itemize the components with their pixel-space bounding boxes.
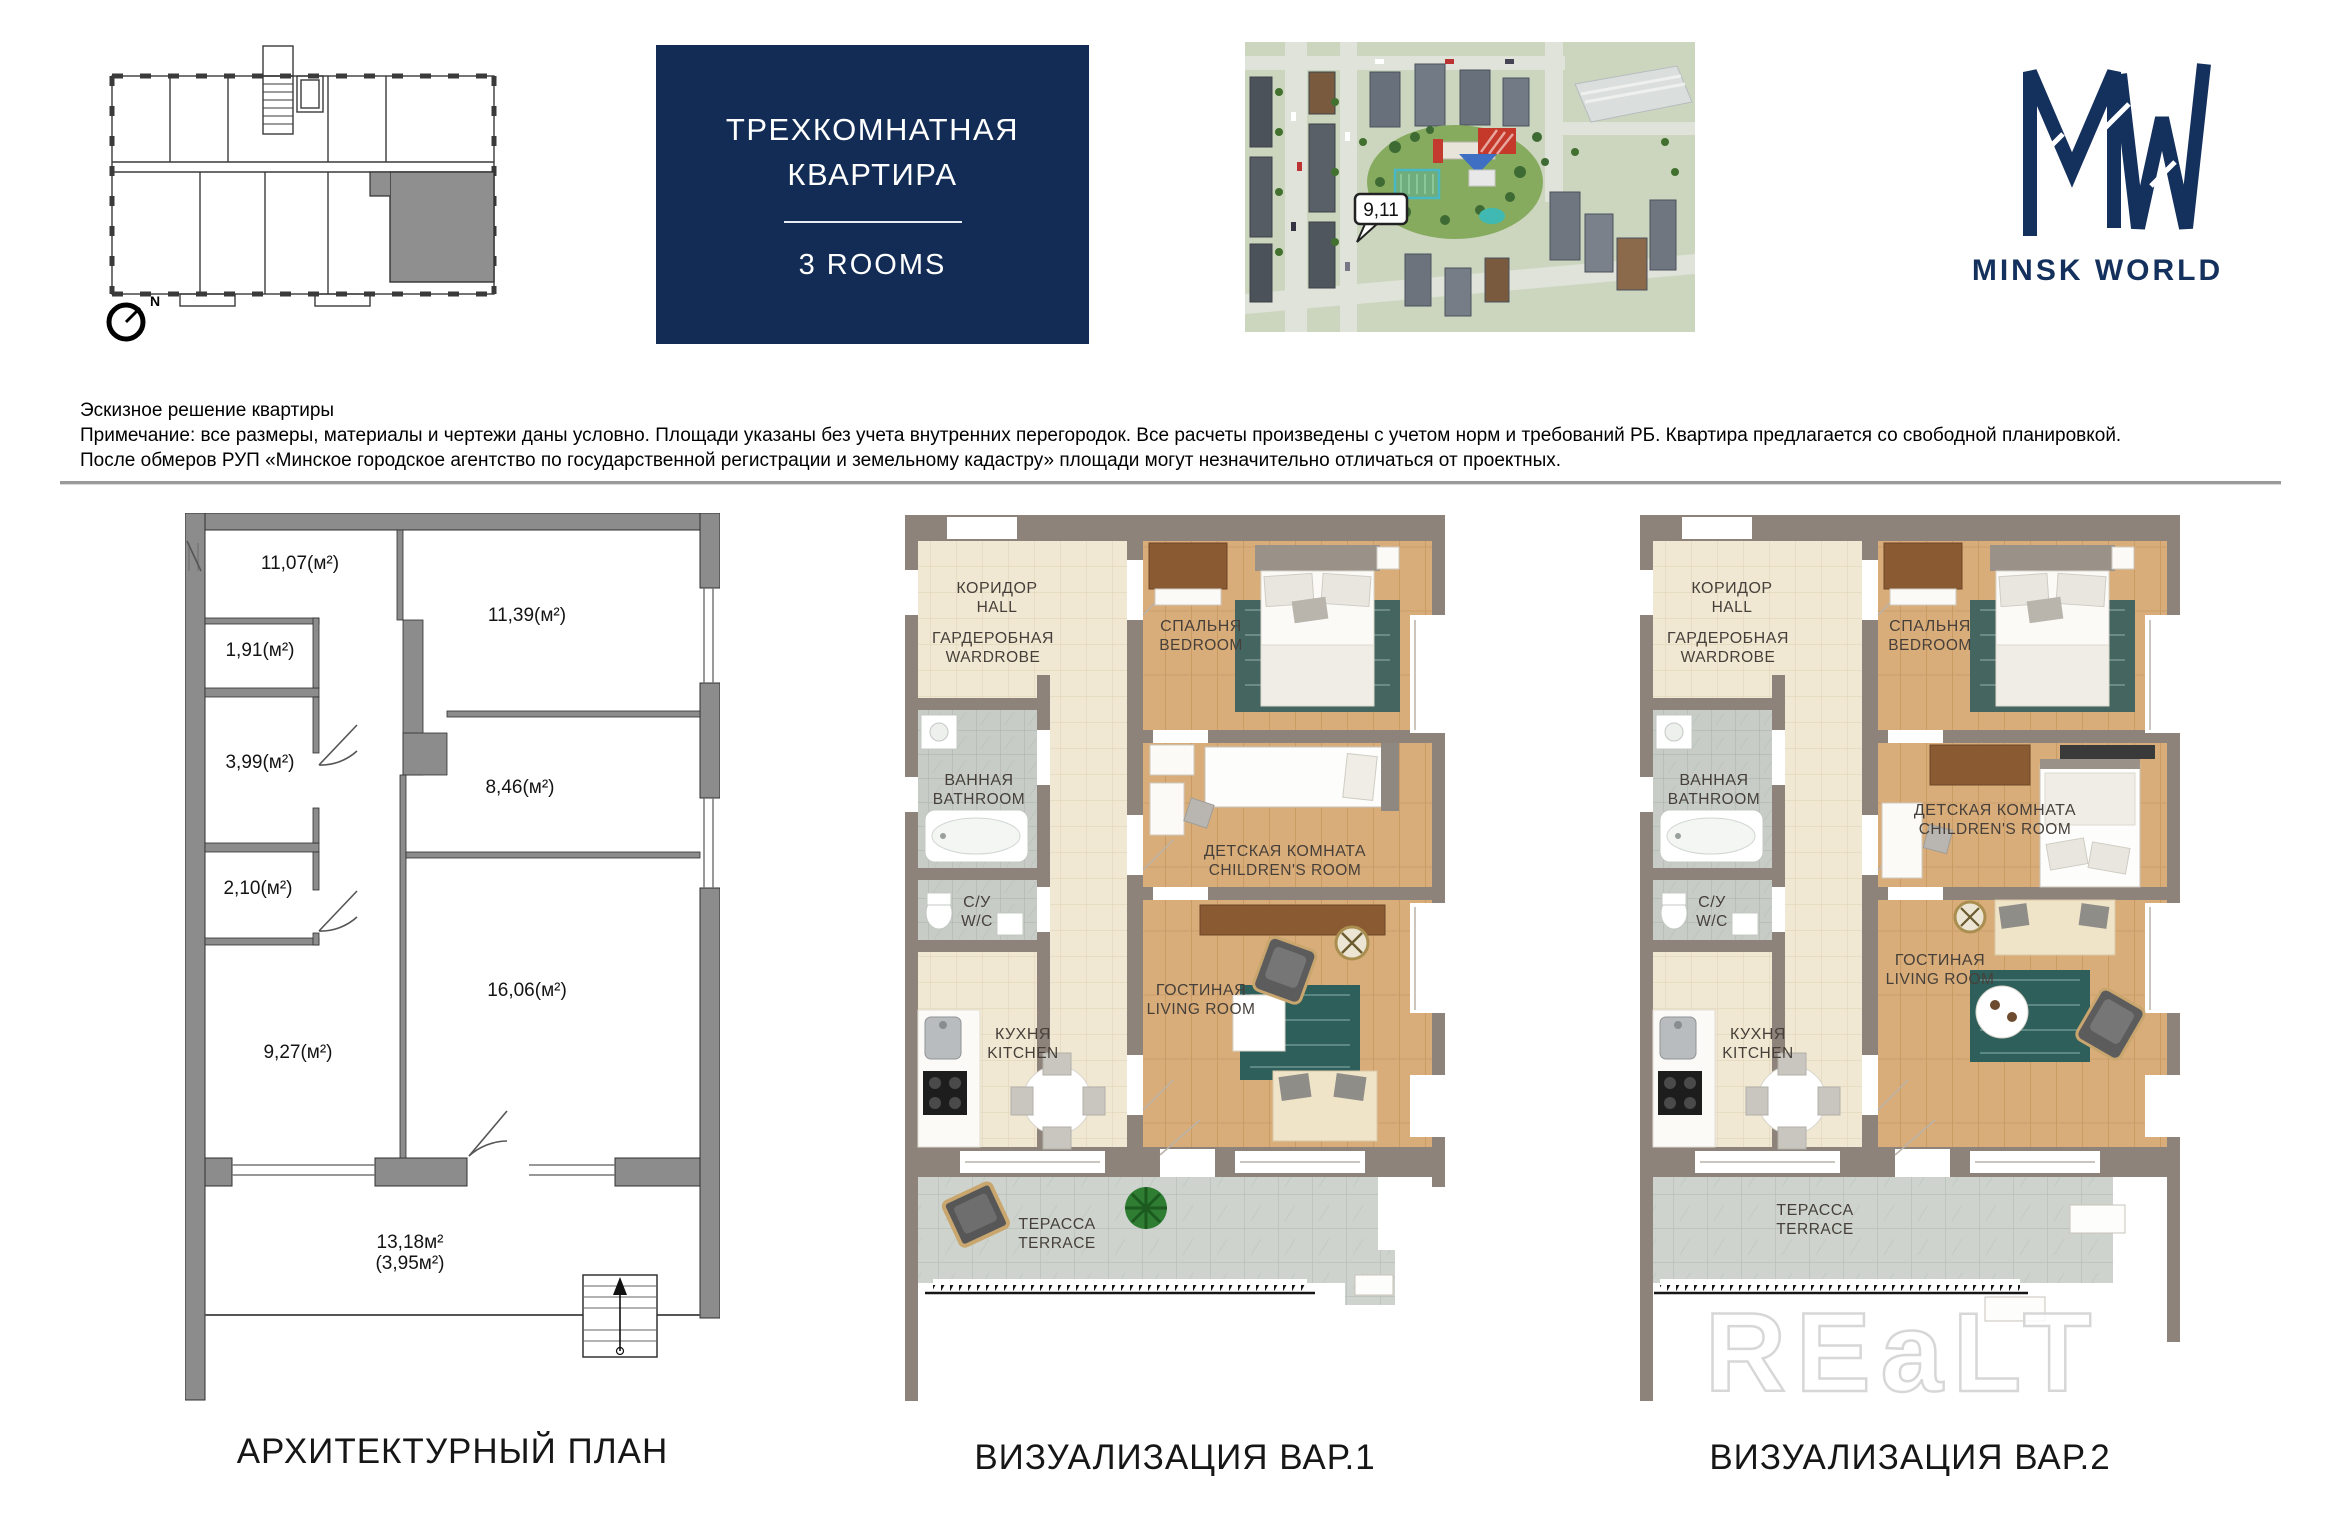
viz1-hall-en: HALL bbox=[976, 599, 1018, 616]
viz1-bathroom-en: BATHROOM bbox=[932, 791, 1026, 808]
viz1-wardrobe-ru: ГАРДЕРОБНАЯ bbox=[932, 630, 1054, 647]
viz1-living-ru: ГОСТИНАЯ bbox=[1155, 982, 1247, 999]
compass-icon bbox=[109, 293, 160, 339]
viz2-children-en: CHILDREN'S ROOM bbox=[1918, 821, 2072, 838]
viz1-children-en: CHILDREN'S ROOM bbox=[1208, 862, 1362, 879]
viz2-kitchen-en: KITCHEN bbox=[1722, 1045, 1794, 1062]
viz2-hall-en: HALL bbox=[1711, 599, 1753, 616]
area-kitchen: 9,27(м²) bbox=[263, 1042, 333, 1063]
notes-block bbox=[80, 398, 2320, 473]
title-line2: КВАРТИРА bbox=[787, 157, 958, 192]
caption-architectural-plan: АРХИТЕКТУРНЫЙ ПЛАН bbox=[236, 1432, 669, 1471]
compass-north-label: N bbox=[150, 293, 161, 309]
viz2-wardrobe-en: WARDROBE bbox=[1680, 649, 1776, 666]
area-wardrobe: 1,91(м²) bbox=[225, 640, 295, 661]
building-key-plan bbox=[60, 30, 540, 360]
viz2-hall-ru: КОРИДОР bbox=[1691, 580, 1773, 597]
realt-watermark: REaLT bbox=[1705, 1290, 2102, 1415]
title-card bbox=[656, 45, 1089, 344]
viz1-wardrobe-en: WARDROBE bbox=[945, 649, 1041, 666]
area-bedroom: 11,39(м²) bbox=[487, 605, 567, 626]
notes-line3: После обмеров РУП «Минское городское агентство по государственной регистрации и земельному кадастру» площади могут незначительно отличаться от проектных. bbox=[80, 450, 1562, 471]
caption-visualization-2: ВИЗУАЛИЗАЦИЯ ВАР.2 bbox=[1709, 1438, 2111, 1477]
viz2-bedroom-ru: СПАЛЬНЯ bbox=[1889, 618, 1971, 635]
mw-monogram-icon bbox=[1955, 58, 2240, 243]
viz2-terrace-en: TERRACE bbox=[1776, 1221, 1854, 1238]
brand-logo bbox=[1955, 58, 2240, 288]
map-marker-label: 9,11 bbox=[1363, 200, 1399, 221]
viz1-bathroom-ru: ВАННАЯ bbox=[944, 772, 1014, 789]
caption-visualization-1: ВИЗУАЛИЗАЦИЯ ВАР.1 bbox=[974, 1438, 1376, 1477]
viz1-bedroom-en: BEDROOM bbox=[1159, 637, 1243, 654]
viz2-children-ru: ДЕТСКАЯ КОМНАТА bbox=[1913, 802, 2077, 819]
viz2-wc-ru: С/У bbox=[1698, 894, 1726, 911]
viz2-kitchen-ru: КУХНЯ bbox=[1730, 1026, 1786, 1043]
viz1-wc-en: W/C bbox=[961, 913, 993, 930]
area-living: 16,06(м²) bbox=[487, 980, 567, 1001]
viz2-bathroom-ru: ВАННАЯ bbox=[1679, 772, 1749, 789]
viz2-wardrobe-ru: ГАРДЕРОБНАЯ bbox=[1667, 630, 1789, 647]
area-terrace-2: (3,95м²) bbox=[375, 1253, 445, 1274]
horizontal-rule bbox=[60, 481, 2281, 485]
viz2-bedroom-en: BEDROOM bbox=[1888, 637, 1972, 654]
viz1-kitchen-en: KITCHEN bbox=[987, 1045, 1059, 1062]
viz1-wc-ru: С/У bbox=[963, 894, 991, 911]
viz2-living-en: LIVING ROOM bbox=[1885, 971, 1995, 988]
viz2-wc-en: W/C bbox=[1696, 913, 1728, 930]
visualization-1 bbox=[905, 515, 1445, 1405]
viz1-children-ru: ДЕТСКАЯ КОМНАТА bbox=[1203, 843, 1367, 860]
highlighted-unit bbox=[390, 172, 494, 282]
area-wc: 2,10(м²) bbox=[223, 878, 293, 899]
viz1-bedroom-ru: СПАЛЬНЯ bbox=[1160, 618, 1242, 635]
architectural-plan bbox=[185, 513, 720, 1408]
viz2-terrace-ru: ТЕРАССА bbox=[1776, 1202, 1854, 1219]
notes-line1: Эскизное решение квартиры bbox=[80, 400, 335, 421]
viz1-living-en: LIVING ROOM bbox=[1146, 1001, 1256, 1018]
stairs-icon bbox=[583, 1275, 657, 1357]
visualization-2 bbox=[1640, 515, 2180, 1405]
site-aerial-map bbox=[1245, 42, 1695, 332]
area-hall: 11,07(м²) bbox=[260, 553, 340, 574]
viz1-terrace-en: TERRACE bbox=[1018, 1235, 1096, 1252]
brand-name: MINSK WORLD bbox=[1971, 254, 2224, 287]
viz1-hall-ru: КОРИДОР bbox=[956, 580, 1038, 597]
viz1-terrace-ru: ТЕРАССА bbox=[1018, 1216, 1096, 1233]
title-subtitle: 3 ROOMS bbox=[798, 249, 947, 281]
area-terrace-1: 13,18м² bbox=[376, 1232, 444, 1253]
title-divider bbox=[784, 221, 962, 223]
title-line1: ТРЕХКОМНАТНАЯ bbox=[725, 112, 1020, 147]
viz1-kitchen-ru: КУХНЯ bbox=[995, 1026, 1051, 1043]
notes-line2: Примечание: все размеры, материалы и чертежи даны условно. Площади указаны без учета внутренних перегородок. Все расчеты произведены с учетом норм и требований РБ. Квартира предлагается со свободной планировкой. bbox=[80, 425, 2122, 446]
area-bathroom: 3,99(м²) bbox=[225, 752, 295, 773]
viz2-living-ru: ГОСТИНАЯ bbox=[1894, 952, 1986, 969]
viz2-bathroom-en: BATHROOM bbox=[1667, 791, 1761, 808]
area-children: 8,46(м²) bbox=[485, 777, 555, 798]
